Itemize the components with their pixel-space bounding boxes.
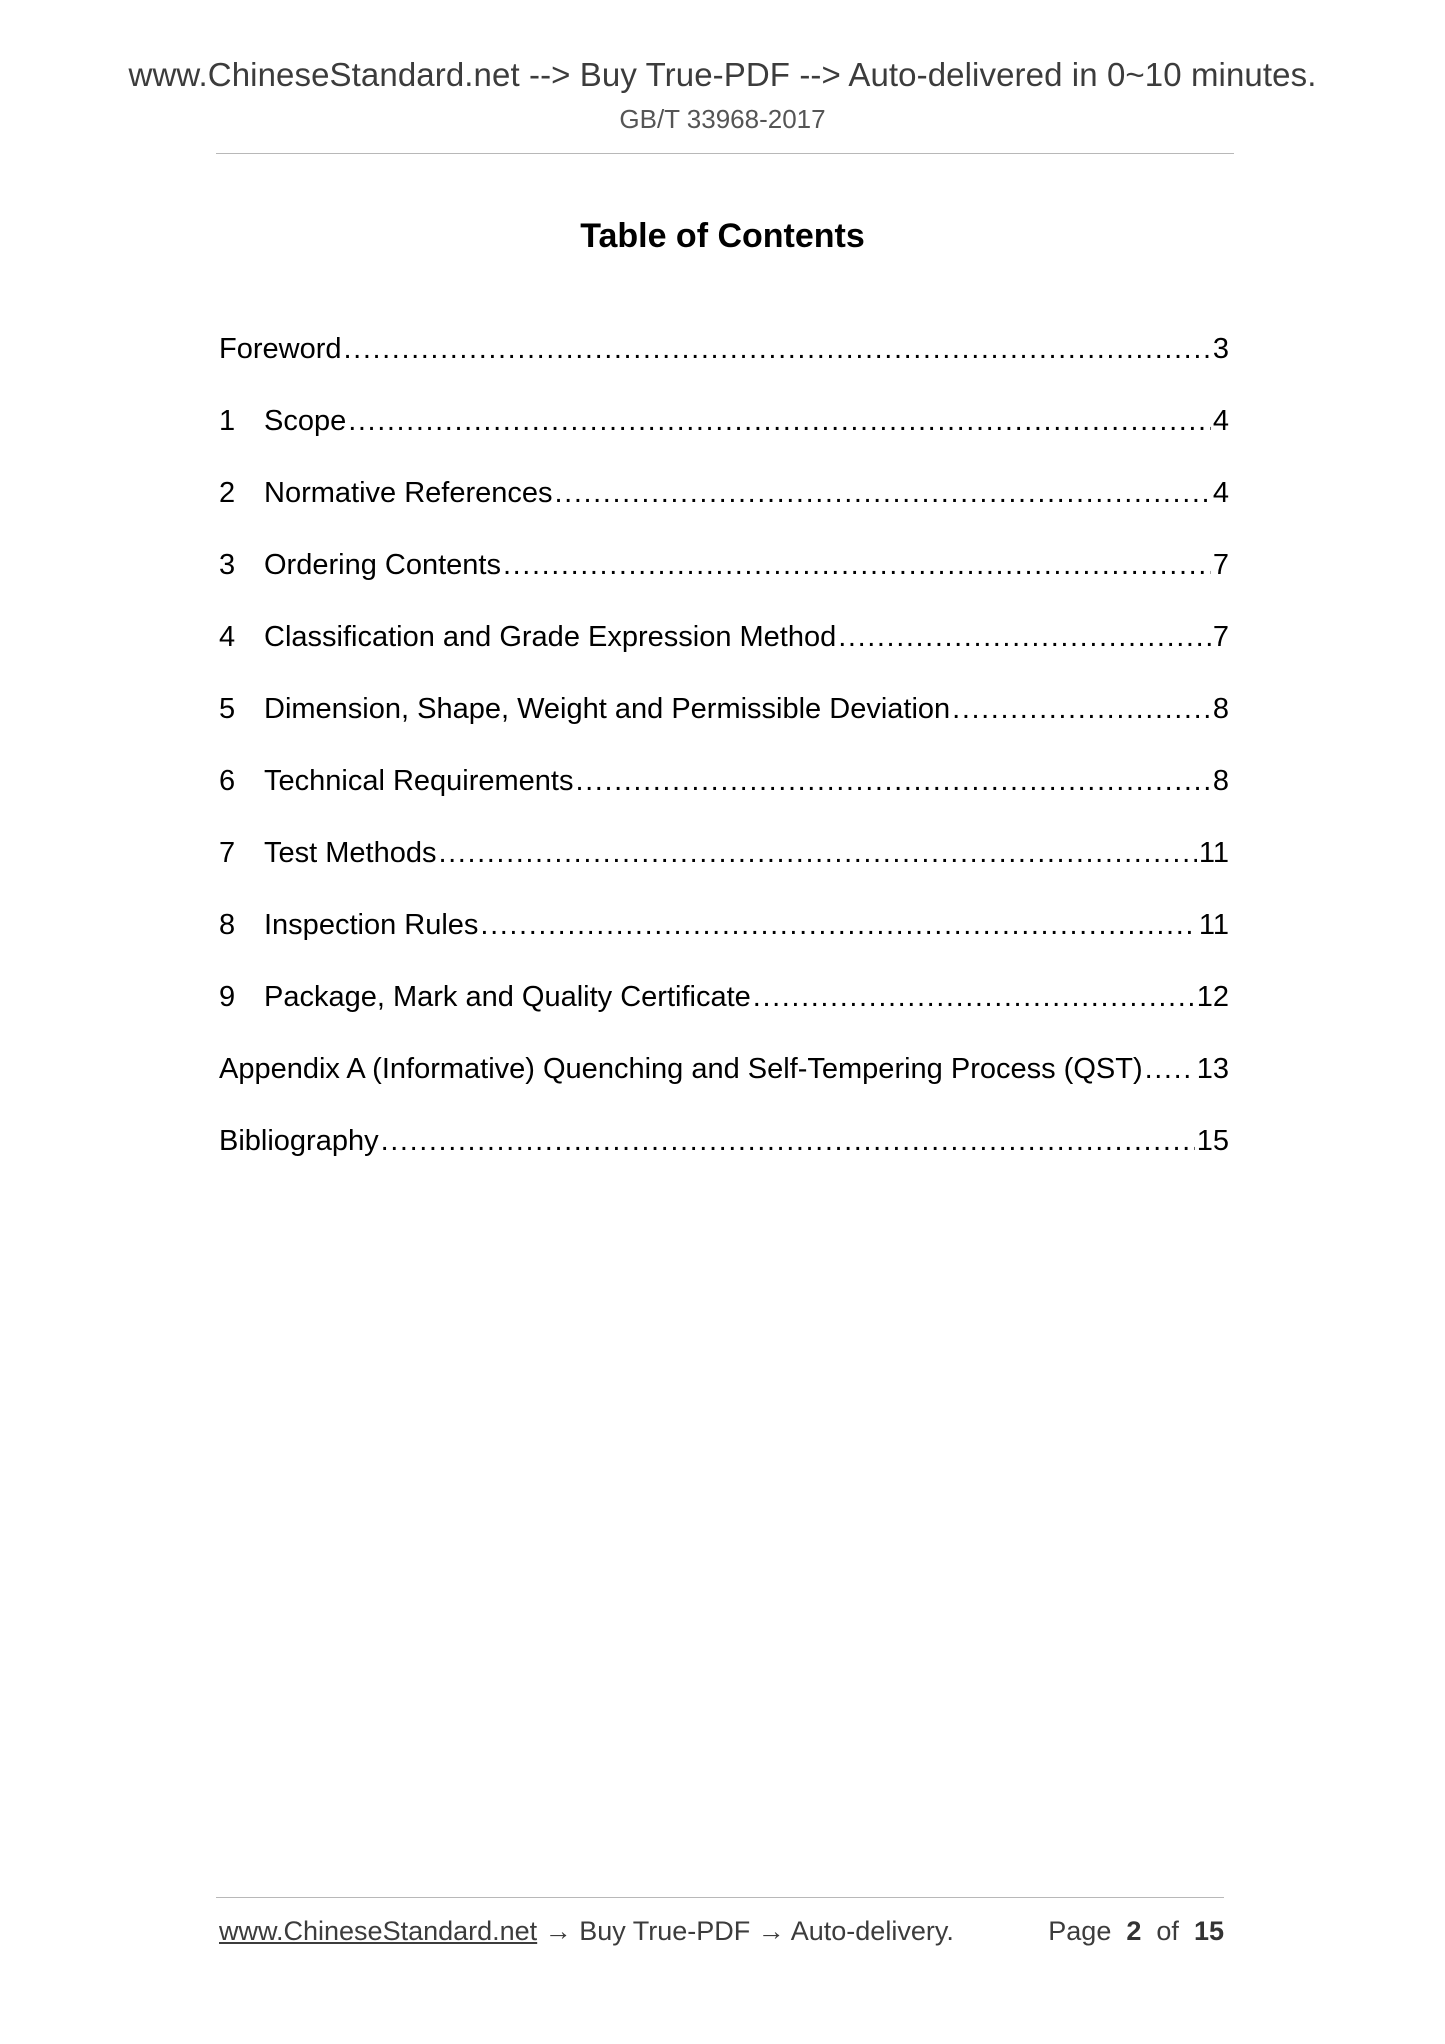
footer-website-link[interactable]: www.ChineseStandard.net [219, 1916, 538, 1946]
toc-leader-dots [575, 765, 1210, 798]
toc-entry-page: 4 [1212, 477, 1229, 509]
toc-entry-label: Appendix A (Informative) Quenching and Self-Tempering Process (QST) [219, 1053, 1143, 1085]
toc-entry-label: Ordering Contents [264, 549, 501, 581]
toc-entry-number: 8 [219, 909, 236, 941]
toc-leader-dots [381, 1125, 1195, 1158]
toc-leader-dots [503, 549, 1211, 582]
toc-entry-label: Scope [264, 405, 347, 437]
toc-entry-label: Test Methods [264, 837, 437, 869]
toc-entry-number: 6 [219, 765, 236, 797]
toc-leader-dots [753, 981, 1195, 1014]
footer-promo [219, 1916, 954, 1947]
toc-entry-page: 7 [1212, 621, 1229, 653]
toc-entry-label: Classification and Grade Expression Method [264, 621, 837, 653]
toc-entry-appendix-a[interactable] [219, 1053, 1229, 1125]
toc-leader-dots [952, 693, 1211, 726]
toc-entry-label: Dimension, Shape, Weight and Permissible Deviation [264, 693, 951, 725]
page-title: Table of Contents [580, 217, 865, 255]
toc-entry-package[interactable] [219, 981, 1229, 1053]
page-word: Page [1048, 1916, 1112, 1946]
toc-entry-number: 5 [219, 693, 236, 725]
toc-entry-label: Inspection Rules [264, 909, 479, 941]
toc-entry-number: 7 [219, 837, 236, 869]
toc-entry-ordering-contents[interactable] [219, 549, 1229, 621]
page-number [1048, 1916, 1224, 1947]
toc-entry-page: 11 [1198, 909, 1229, 941]
header-banner: www.ChineseStandard.net --> Buy True-PDF --> Auto-delivered in 0~10 minutes. [128, 56, 1317, 93]
toc-entry-test-methods[interactable] [219, 837, 1229, 909]
toc-entry-page: 8 [1212, 693, 1229, 725]
toc-leader-dots [438, 837, 1196, 870]
toc-entry-label: Technical Requirements [264, 765, 574, 797]
toc-entry-page: 11 [1198, 837, 1229, 869]
of-word: of [1156, 1916, 1179, 1946]
toc-entry-page: 8 [1212, 765, 1229, 797]
table-of-contents [219, 333, 1229, 1197]
toc-entry-number: 4 [219, 621, 236, 653]
toc-leader-dots [838, 621, 1211, 654]
toc-entry-label: Normative References [264, 477, 553, 509]
toc-entry-page: 3 [1212, 333, 1229, 365]
footer-promo-text: → Buy True-PDF → Auto-delivery. [544, 1916, 954, 1946]
page-total: 15 [1193, 1916, 1224, 1946]
toc-entry-bibliography[interactable] [219, 1125, 1229, 1197]
header-divider [216, 153, 1234, 154]
footer-divider [216, 1897, 1224, 1898]
toc-entry-foreword[interactable] [219, 333, 1229, 405]
toc-entry-technical-requirements[interactable] [219, 765, 1229, 837]
toc-entry-label: Foreword [219, 333, 342, 365]
toc-entry-label: Bibliography [219, 1125, 379, 1157]
toc-entry-classification[interactable] [219, 621, 1229, 693]
toc-entry-scope[interactable] [219, 405, 1229, 477]
toc-leader-dots [555, 477, 1211, 510]
toc-leader-dots [480, 909, 1196, 942]
toc-entry-page: 12 [1196, 981, 1229, 1013]
toc-entry-number: 9 [219, 981, 236, 1013]
toc-entry-label: Package, Mark and Quality Certificate [264, 981, 751, 1013]
toc-entry-inspection-rules[interactable] [219, 909, 1229, 981]
toc-leader-dots [1145, 1053, 1195, 1086]
toc-leader-dots [348, 405, 1211, 438]
toc-entry-number: 1 [219, 405, 236, 437]
toc-entry-page: 13 [1196, 1053, 1229, 1085]
toc-leader-dots [344, 333, 1211, 366]
toc-entry-normative-references[interactable] [219, 477, 1229, 549]
toc-entry-number: 2 [219, 477, 236, 509]
toc-entry-number: 3 [219, 549, 236, 581]
toc-entry-page: 7 [1212, 549, 1229, 581]
document-id: GB/T 33968-2017 [619, 104, 826, 134]
toc-entry-page: 4 [1212, 405, 1229, 437]
toc-entry-page: 15 [1196, 1125, 1229, 1157]
toc-entry-dimension[interactable] [219, 693, 1229, 765]
page-current: 2 [1126, 1916, 1142, 1946]
